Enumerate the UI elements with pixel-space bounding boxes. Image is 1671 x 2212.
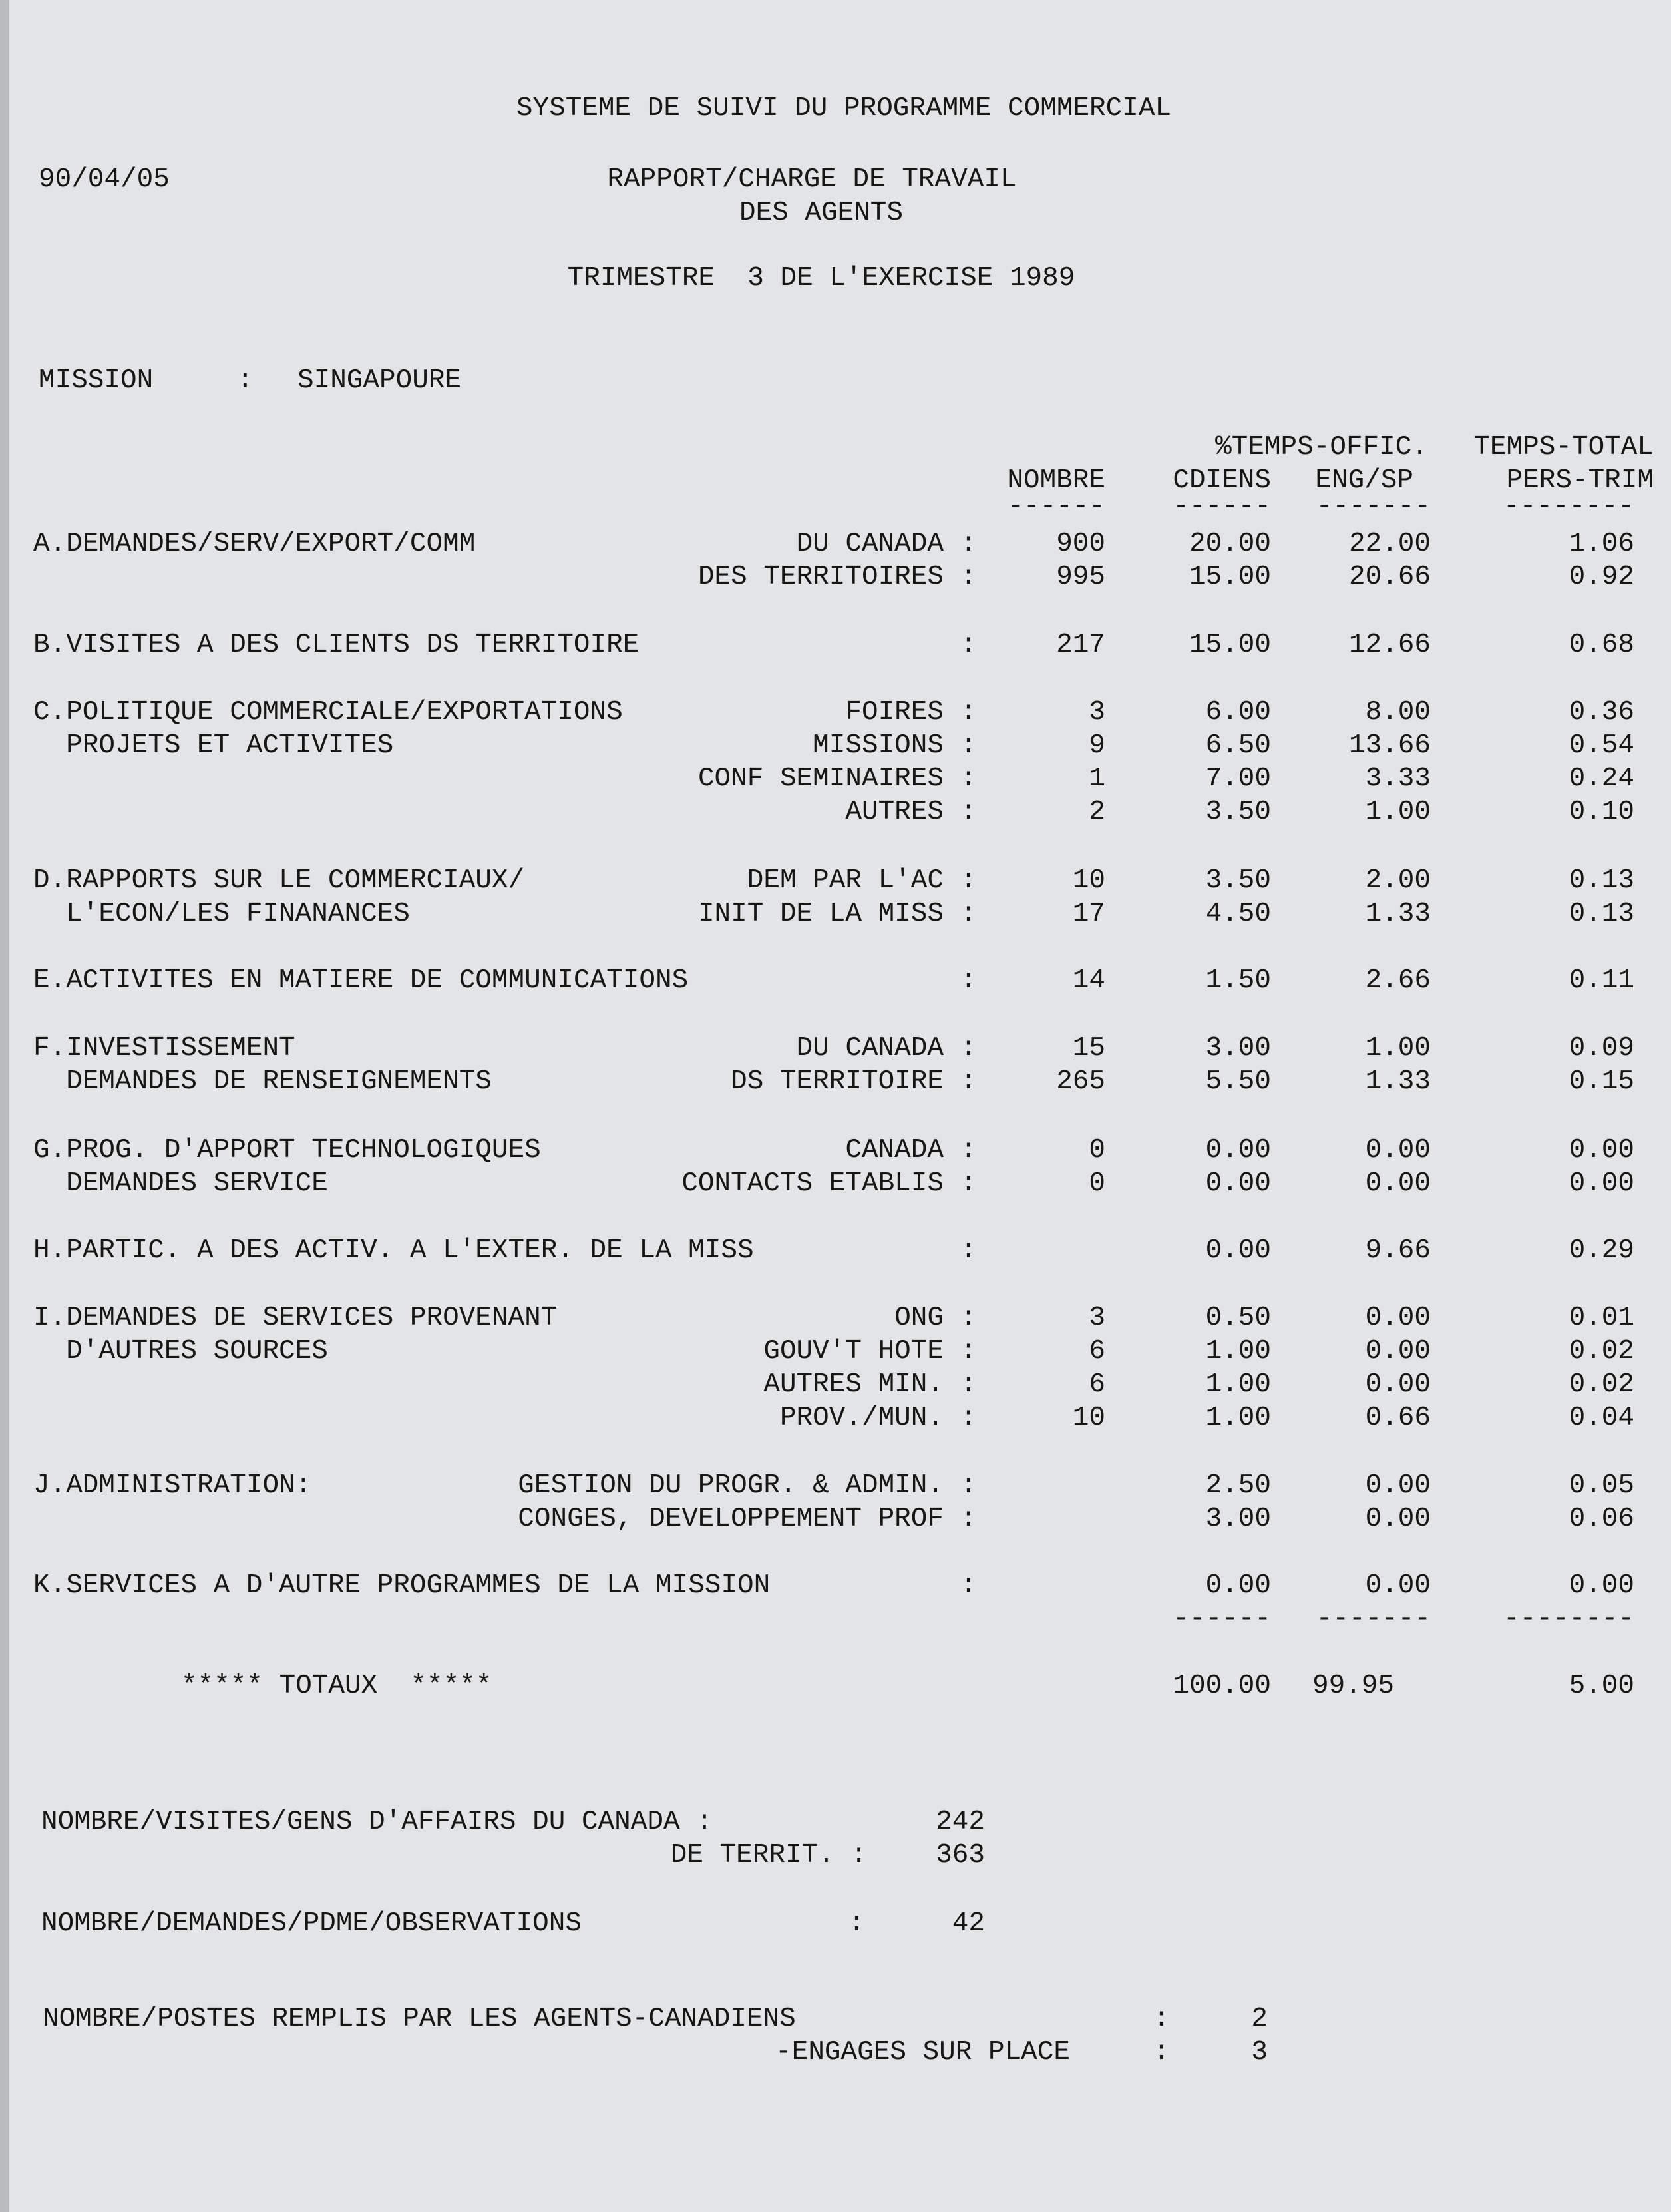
cell-engsp: 0.00 (1365, 1570, 1431, 1601)
row-sublabel: DEM PAR L'AC (747, 865, 944, 896)
row-sublabel: INIT DE LA MISS (697, 899, 944, 929)
cell-perstrim: 0.10 (1569, 797, 1634, 827)
row-label: J.ADMINISTRATION: (33, 1470, 312, 1501)
col-rule-cdiens: ------ (1173, 491, 1271, 522)
cell-nombre: 3 (1089, 1303, 1105, 1333)
cell-cdiens: 3.50 (1205, 797, 1271, 827)
row-sublabel: CONTACTS ETABLIS (681, 1168, 944, 1199)
cell-engsp: 1.33 (1365, 1066, 1431, 1097)
row-colon: : (960, 1470, 977, 1501)
cell-perstrim: 0.13 (1569, 865, 1634, 896)
cell-nombre: 15 (1072, 1033, 1105, 1064)
cell-engsp: 0.00 (1365, 1470, 1431, 1501)
col-group-temps-offic: %TEMPS-OFFIC. (1215, 432, 1428, 463)
cell-cdiens: 3.50 (1205, 865, 1271, 896)
row-colon: : (960, 630, 977, 660)
cell-nombre: 217 (1056, 630, 1105, 660)
row-label: C.POLITIQUE COMMERCIALE/EXPORTATIONS (33, 697, 623, 728)
row-sublabel: DU CANADA (796, 1033, 944, 1064)
report-quarter: TRIMESTRE 3 DE L'EXERCISE 1989 (567, 263, 1075, 294)
totals-rule-cdiens: ------ (1173, 1604, 1271, 1634)
cell-nombre: 3 (1089, 697, 1105, 728)
mission-value: SINGAPOURE (297, 365, 462, 396)
row-label: A.DEMANDES/SERV/EXPORT/COMM (33, 529, 476, 559)
cell-engsp: 8.00 (1365, 697, 1431, 728)
col-group-temps-total: TEMPS-TOTAL (1473, 432, 1654, 463)
cell-engsp: 0.66 (1365, 1403, 1431, 1433)
row-colon: : (960, 1369, 977, 1400)
cell-cdiens: 15.00 (1189, 562, 1271, 592)
cell-nombre: 1 (1089, 764, 1105, 794)
row-colon: : (960, 730, 977, 761)
cell-engsp: 13.66 (1348, 730, 1431, 761)
row-sublabel: DES TERRITOIRES (697, 562, 944, 592)
cell-nombre: 17 (1072, 899, 1105, 929)
cell-nombre: 14 (1072, 965, 1105, 996)
cell-engsp: 9.66 (1365, 1235, 1431, 1266)
scan-edge (0, 0, 9, 2212)
cell-perstrim: 0.09 (1569, 1033, 1634, 1064)
cell-cdiens: 1.50 (1205, 965, 1271, 996)
postes-canadiens-colon: : (1153, 2004, 1170, 2034)
row-colon: : (960, 764, 977, 794)
cell-nombre: 6 (1089, 1336, 1105, 1367)
row-colon: : (960, 1235, 977, 1266)
row-label: K.SERVICES A D'AUTRE PROGRAMMES DE LA MISSION (33, 1570, 771, 1601)
visits-canada-value: 242 (936, 1807, 985, 1837)
cell-perstrim: 0.24 (1569, 764, 1634, 794)
row-colon: : (960, 1403, 977, 1433)
row-colon: : (960, 965, 977, 996)
row-label: PROJETS ET ACTIVITES (33, 730, 394, 761)
row-colon: : (960, 1033, 977, 1064)
cell-engsp: 1.00 (1365, 1033, 1431, 1064)
row-sublabel: MISSIONS (813, 730, 944, 761)
cell-nombre: 2 (1089, 797, 1105, 827)
mission-label: MISSION (39, 365, 154, 396)
cell-perstrim: 0.01 (1569, 1303, 1634, 1333)
cell-perstrim: 0.00 (1569, 1135, 1634, 1166)
cell-cdiens: 3.00 (1205, 1033, 1271, 1064)
totals-cdiens: 100.00 (1173, 1671, 1271, 1701)
row-colon: : (960, 529, 977, 559)
cell-engsp: 2.66 (1365, 965, 1431, 996)
cell-cdiens: 6.50 (1205, 730, 1271, 761)
cell-perstrim: 0.11 (1569, 965, 1634, 996)
row-sublabel: CONF SEMINAIRES (697, 764, 944, 794)
cell-engsp: 0.00 (1365, 1168, 1431, 1199)
row-colon: : (960, 899, 977, 929)
totals-rule-perstrim: -------- (1503, 1604, 1634, 1634)
cell-engsp: 12.66 (1348, 630, 1431, 660)
cell-perstrim: 0.06 (1569, 1504, 1634, 1534)
cell-engsp: 0.00 (1365, 1369, 1431, 1400)
col-rule-nombre: ------ (1007, 491, 1105, 522)
row-colon: : (960, 697, 977, 728)
postes-canadiens-label: NOMBRE/POSTES REMPLIS PAR LES AGENTS-CANADIENS (43, 2004, 796, 2034)
row-sublabel: GESTION DU PROGR. & ADMIN. (518, 1470, 944, 1501)
cell-nombre: 265 (1056, 1066, 1105, 1097)
row-colon: : (960, 797, 977, 827)
cell-engsp: 3.33 (1365, 764, 1431, 794)
cell-cdiens: 1.00 (1205, 1403, 1271, 1433)
cell-nombre: 995 (1056, 562, 1105, 592)
totals-perstrim: 5.00 (1569, 1671, 1634, 1701)
cell-nombre: 9 (1089, 730, 1105, 761)
demandes-pdme-label: NOMBRE/DEMANDES/PDME/OBSERVATIONS (41, 1908, 582, 1939)
cell-perstrim: 0.13 (1569, 899, 1634, 929)
cell-perstrim: 0.54 (1569, 730, 1634, 761)
row-sublabel: AUTRES (845, 797, 944, 827)
cell-nombre: 0 (1089, 1135, 1105, 1166)
cell-cdiens: 5.50 (1205, 1066, 1271, 1097)
mission-sep: : (237, 365, 254, 396)
row-sublabel: PROV./MUN. (779, 1403, 944, 1433)
cell-perstrim: 0.15 (1569, 1066, 1634, 1097)
totals-rule-engsp: ------- (1316, 1604, 1431, 1634)
row-colon: : (960, 562, 977, 592)
cell-nombre: 6 (1089, 1369, 1105, 1400)
row-colon: : (960, 1168, 977, 1199)
cell-engsp: 0.00 (1365, 1504, 1431, 1534)
cell-cdiens: 0.00 (1205, 1570, 1271, 1601)
row-sublabel: AUTRES MIN. (763, 1369, 944, 1400)
cell-cdiens: 3.00 (1205, 1504, 1271, 1534)
cell-perstrim: 0.36 (1569, 697, 1634, 728)
col-header-perstrim: PERS-TRIM (1506, 465, 1654, 496)
cell-engsp: 0.00 (1365, 1303, 1431, 1333)
row-colon: : (960, 1303, 977, 1333)
cell-cdiens: 0.00 (1205, 1135, 1271, 1166)
cell-perstrim: 0.02 (1569, 1336, 1634, 1367)
cell-perstrim: 0.02 (1569, 1369, 1634, 1400)
postes-canadiens-value: 2 (1251, 2004, 1268, 2034)
row-label: H.PARTIC. A DES ACTIV. A L'EXTER. DE LA MISS (33, 1235, 754, 1266)
row-label: E.ACTIVITES EN MATIERE DE COMMUNICATIONS (33, 965, 689, 996)
row-label: I.DEMANDES DE SERVICES PROVENANT (33, 1303, 558, 1333)
demandes-pdme-colon: : (848, 1908, 865, 1939)
cell-engsp: 22.00 (1348, 529, 1431, 559)
row-sublabel: CANADA (845, 1135, 944, 1166)
demandes-pdme-value: 42 (952, 1908, 985, 1939)
row-label: DEMANDES DE RENSEIGNEMENTS (33, 1066, 492, 1097)
col-rule-perstrim: -------- (1503, 491, 1634, 522)
row-label: F.INVESTISSEMENT (33, 1033, 295, 1064)
cell-nombre: 10 (1072, 1403, 1105, 1433)
cell-perstrim: 0.00 (1569, 1570, 1634, 1601)
cell-perstrim: 0.68 (1569, 630, 1634, 660)
col-rule-engsp: ------- (1316, 491, 1431, 522)
cell-cdiens: 2.50 (1205, 1470, 1271, 1501)
cell-cdiens: 1.00 (1205, 1369, 1271, 1400)
cell-engsp: 20.66 (1348, 562, 1431, 592)
row-sublabel: DU CANADA (796, 529, 944, 559)
cell-perstrim: 1.06 (1569, 529, 1634, 559)
cell-cdiens: 4.50 (1205, 899, 1271, 929)
totals-engsp: 99.95 (1312, 1671, 1394, 1701)
row-label: B.VISITES A DES CLIENTS DS TERRITOIRE (33, 630, 640, 660)
visits-territory-value: 363 (936, 1840, 985, 1871)
cell-nombre: 900 (1056, 529, 1105, 559)
engages-sur-place-label: -ENGAGES SUR PLACE (775, 2037, 1070, 2068)
cell-nombre: 10 (1072, 865, 1105, 896)
row-sublabel: ONG (894, 1303, 944, 1333)
report-date: 90/04/05 (39, 164, 170, 195)
cell-perstrim: 0.05 (1569, 1470, 1634, 1501)
row-colon: : (960, 865, 977, 896)
cell-nombre: 0 (1089, 1168, 1105, 1199)
cell-perstrim: 0.04 (1569, 1403, 1634, 1433)
col-header-engsp: ENG/SP (1315, 465, 1413, 496)
cell-perstrim: 0.92 (1569, 562, 1634, 592)
cell-perstrim: 0.29 (1569, 1235, 1634, 1266)
row-colon: : (960, 1504, 977, 1534)
cell-cdiens: 0.50 (1205, 1303, 1271, 1333)
report-subtitle-1: RAPPORT/CHARGE DE TRAVAIL (607, 164, 1017, 195)
cell-cdiens: 7.00 (1205, 764, 1271, 794)
cell-cdiens: 6.00 (1205, 697, 1271, 728)
row-sublabel: DS TERRITOIRE (731, 1066, 944, 1097)
row-label: G.PROG. D'APPORT TECHNOLOGIQUES (33, 1135, 541, 1166)
col-header-cdiens: CDIENS (1173, 465, 1271, 496)
cell-engsp: 0.00 (1365, 1336, 1431, 1367)
visits-canada-label: NOMBRE/VISITES/GENS D'AFFAIRS DU CANADA : (41, 1807, 713, 1837)
row-label: D'AUTRES SOURCES (33, 1336, 328, 1367)
cell-engsp: 1.33 (1365, 899, 1431, 929)
row-colon: : (960, 1066, 977, 1097)
cell-cdiens: 0.00 (1205, 1168, 1271, 1199)
cell-engsp: 1.00 (1365, 797, 1431, 827)
col-header-nombre: NOMBRE (1007, 465, 1105, 496)
row-sublabel: CONGES, DEVELOPPEMENT PROF (518, 1504, 944, 1534)
report-title: SYSTEME DE SUIVI DU PROGRAMME COMMERCIAL (516, 93, 1172, 124)
cell-cdiens: 1.00 (1205, 1336, 1271, 1367)
cell-perstrim: 0.00 (1569, 1168, 1634, 1199)
row-label: DEMANDES SERVICE (33, 1168, 328, 1199)
report-subtitle-2: DES AGENTS (739, 198, 904, 228)
row-label: D.RAPPORTS SUR LE COMMERCIAUX/ (33, 865, 525, 896)
row-colon: : (960, 1135, 977, 1166)
totals-label: ***** TOTAUX ***** (181, 1671, 492, 1701)
row-sublabel: GOUV'T HOTE (763, 1336, 944, 1367)
cell-cdiens: 20.00 (1189, 529, 1271, 559)
row-colon: : (960, 1570, 977, 1601)
cell-engsp: 2.00 (1365, 865, 1431, 896)
engages-sur-place-value: 3 (1251, 2037, 1268, 2068)
row-colon: : (960, 1336, 977, 1367)
row-label: L'ECON/LES FINANANCES (33, 899, 410, 929)
row-sublabel: FOIRES (845, 697, 944, 728)
visits-territory-label: DE TERRIT. : (670, 1840, 867, 1871)
cell-cdiens: 0.00 (1205, 1235, 1271, 1266)
cell-cdiens: 15.00 (1189, 630, 1271, 660)
cell-engsp: 0.00 (1365, 1135, 1431, 1166)
engages-sur-place-colon: : (1153, 2037, 1170, 2068)
